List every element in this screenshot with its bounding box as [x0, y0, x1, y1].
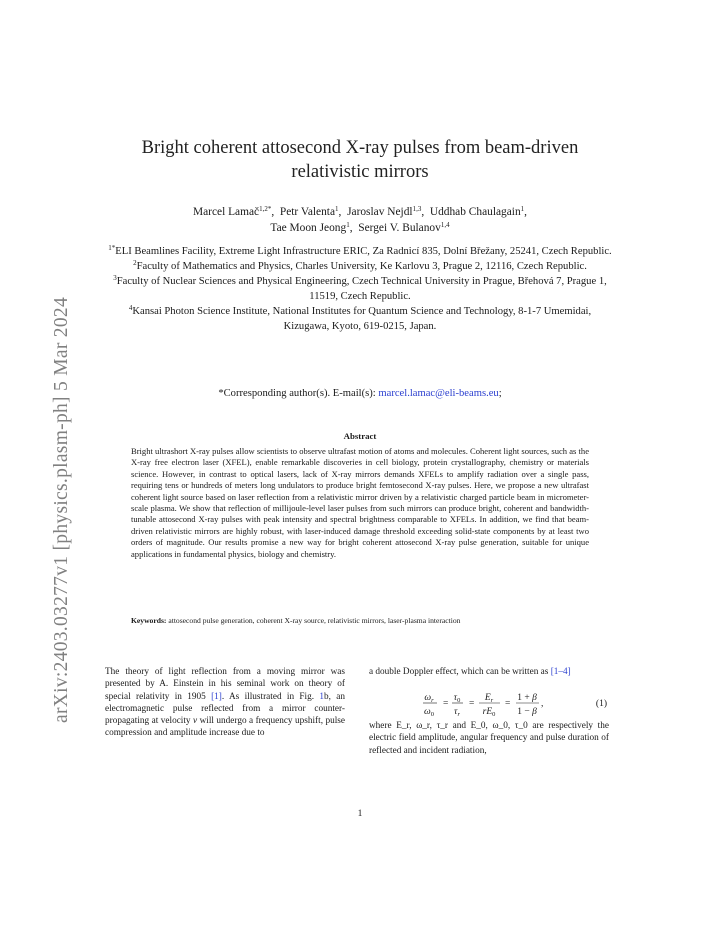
author-line-2: Tae Moon Jeong$^1$, Sergei V. Bulanov$^{1,4}$: [270, 221, 450, 234]
svg-text:1 − β: 1 − β: [517, 707, 537, 717]
body-paragraph-left: The theory of light reflection from a moving mirror was presented by A. Einstein in his seminal work on theory of special relativity in 1905 [1]. As illustrated in Fig. 1b, an electromagnetic pulse reflected from a mirror counter-propagating at velocity v will undergo a frequency upshift, pulse compression and amplitude increase due to: [105, 667, 346, 739]
affiliation: $^3$Faculty of Nuclear Sciences and Physical Engineering, Czech Technical University in Prague, Břehová 7, Prague 1, 11519, Czech Republic.: [113, 274, 607, 302]
svg-text:rE0: $rE_0$: [482, 707, 496, 718]
author-line-1: Marcel Lamač$^{1,2*}$, Petr Valenta$^1$, Jaroslav Nejdl$^{1,3}$, Uddhab Chaulagain$^1$,: [192, 205, 528, 218]
citation-link[interactable]: [1–4]: [550, 667, 571, 677]
figure-link[interactable]: 1: [319, 691, 325, 702]
author: Tae Moon Jeong: [270, 222, 347, 234]
equation-1: [369, 690, 609, 720]
equation-number: (1): [595, 699, 607, 709]
author-list: [120, 204, 600, 236]
citation-link[interactable]: [1]: [211, 691, 222, 702]
affiliations: [108, 244, 612, 334]
svg-text:=: =: [469, 699, 475, 709]
svg-text:,: ,: [541, 699, 544, 709]
abstract-heading: Abstract: [343, 431, 377, 441]
affiliation: $^4$Kansai Photon Science Institute, National Institutes for Quantum Science and Technology, 8-1-7 Umemidai, Kizugawa, Kyoto, 619-0215, Japan.: [128, 304, 592, 332]
author: Jaroslav Nejdl: [347, 206, 413, 218]
affiliation: $^2$Faculty of Mathematics and Physics, Charles University, Ke Karlovu 3, Prague 2, 12116, Czech Republic.: [133, 259, 587, 272]
svg-text:τr: $\tau_r$: [454, 707, 460, 718]
svg-text:=: =: [505, 699, 511, 709]
arxiv-identifier-text: arXiv:2403.03277v1 [physics.plasm-ph] 5 Mar 2024: [51, 296, 72, 724]
corresponding-author: *Corresponding author(s). E-mail(s): marcel.lamac@eli-beams.eu;: [218, 388, 502, 399]
author: Uddhab Chaulagain: [429, 206, 521, 218]
svg-text:Er: $E_r$: [484, 693, 494, 704]
author: Petr Valenta: [279, 206, 336, 218]
body-paragraph-right-cont: where E_r, ω_r, τ_r and E_0, ω_0, τ_0 are respectively the electric field amplitude, angular frequency and pulse duration of reflected and incident radiation,: [369, 721, 609, 756]
paper-title: Bright coherent attosecond X-ray pulses from beam-driven relativistic mirrors: [141, 138, 579, 182]
keywords-list: attosecond pulse generation, coherent X-ray source, relativistic mirrors, laser-plasma interaction: [166, 616, 461, 625]
arxiv-identifier: [38, 296, 86, 724]
author: Marcel Lamač: [192, 206, 260, 218]
abstract-text: Bright ultrashort X-ray pulses allow scientists to observe ultrafast motion of atoms and molecules. Coherent light sources, such as the X-ray free electron laser (XFEL), enable remarkable discoveries in cell biology, protein crystallography, chemistry or materials science. However, in contrast to optical lasers, lack of X-ray mirrors demands XFELs to amplify radiation over a single pass, requiring tens or hundreds of meters long undulators to produce bright femtosecond X-ray pulses. Here, we propose a new ultrafast coherent light source based on laser reflection from a relativistic mirror driven by a relativistic charged particle beam in micrometer-scale plasma. We show that reflection of millijoule-level laser pulses from such mirrors can produce bright, coherent and bandwidth-tunable attosecond X-ray pulses with peak intensity and spectral brightness comparable to XFELs. In addition, we find that beam-driven relativistic mirrors are highly robust, with laser-induced damage threshold exceeding solid-state components by at least two orders of magnitude. Our results promise a new way for bright coherent attosecond X-ray pulse generation, suitable for unique applications in fundamental physics, biology and chemistry.: [131, 446, 589, 559]
author: Sergei V. Bulanov: [358, 222, 441, 234]
svg-text:=: =: [443, 699, 449, 709]
keywords-label: Keywords:: [131, 616, 167, 625]
svg-text:ω0: $\omega_0$: [424, 707, 434, 718]
body-paragraph-right: a double Doppler effect, which can be written as [1–4]: [369, 667, 571, 677]
svg-text:τ0: $\tau_0$: [453, 693, 461, 704]
page-number: 1: [357, 809, 363, 819]
email-link[interactable]: marcel.lamac@eli-beams.eu: [378, 388, 499, 399]
affiliation: $^{1*}$ELI Beamlines Facility, Extreme Light Infrastructure ERIC, Za Radnicí 835, Dolní Břežany, 25241, Czech Republic.: [108, 244, 612, 257]
svg-text:ωr: $\omega_r$: [424, 693, 434, 704]
keywords: [131, 615, 589, 626]
svg-text:1 + β: 1 + β: [517, 693, 537, 703]
